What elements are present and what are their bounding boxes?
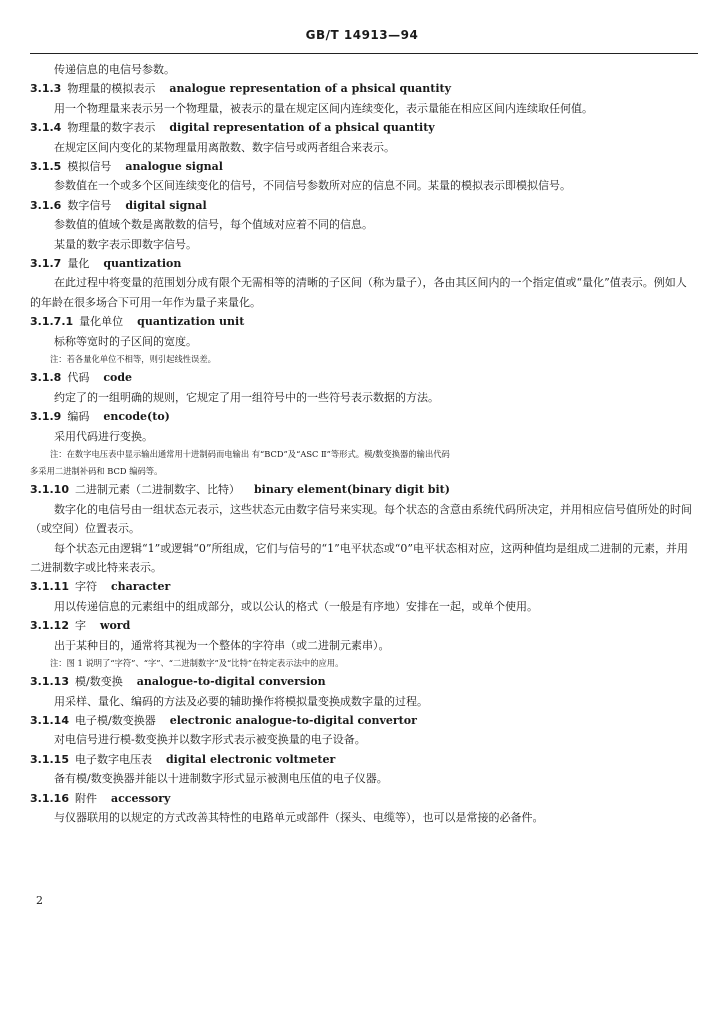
section-number: 3.1.4 <box>30 121 62 135</box>
document-body <box>30 60 695 827</box>
term-chinese: 电子模/数变换器 <box>74 714 156 727</box>
note-text: 注：若各量化单位不相等，则引起线性误差。 <box>50 354 216 365</box>
definition-text: 每个状态元由逻辑“1”或逻辑“0”所组成，它们与信号的“1”电平状态或“0”电平状态相对应，这两种值均是组成二进制的元素，并用二进制数字或比特来表示。 <box>30 541 688 574</box>
term-chinese: 代码 <box>67 371 90 385</box>
definition-text: 在此过程中将变量的范围划分成有限个无需相等的清晰的子区间（称为量子），各由其区间内的一个指定值或“量化”值表示。例如人的年龄在很多场合下可用一年作为量子来量化。 <box>30 276 687 309</box>
term-english: quantization unit <box>137 315 245 329</box>
definition-text: 在规定区间内变化的某物理量用离散数、数字信号或两者组合来表示。 <box>54 140 395 154</box>
section-number: 3.1.7 <box>30 257 62 271</box>
term-chinese: 字符 <box>74 580 97 594</box>
definition-text: 约定了的一组明确的规则，它规定了用一组符号中的一些符号表示数据的方法。 <box>54 390 439 404</box>
note-text-continued: 多采用二进制补码和 BCD 编码等。 <box>30 466 163 477</box>
term-english: digital signal <box>125 198 207 212</box>
section-heading-3-1-13 <box>30 672 695 691</box>
section-heading-3-1-15 <box>30 750 695 769</box>
section-heading-3-1-8 <box>30 368 695 387</box>
section-heading-3-1-5 <box>30 157 695 176</box>
section-number: 3.1.3 <box>30 82 62 96</box>
term-chinese: 电子数字电压表 <box>74 752 152 766</box>
term-english: binary element(binary digit bit) <box>253 483 450 497</box>
term-chinese: 数字信号 <box>67 198 112 212</box>
section-number: 3.1.6 <box>30 198 62 212</box>
section-number: 3.1.7.1 <box>30 315 74 329</box>
section-heading-3-1-6 <box>30 196 695 215</box>
term-chinese: 物理量的数字表示 <box>67 121 156 135</box>
definition-text: 备有模/数变换器并能以十进制数字形式显示被测电压值的电子仪器。 <box>54 772 388 786</box>
section-number: 3.1.11 <box>30 580 69 594</box>
term-english: quantization <box>103 257 182 271</box>
term-chinese: 模/数变换 <box>74 675 123 689</box>
section-number: 3.1.8 <box>30 371 62 385</box>
standard-header: GB/T 14913—94 <box>305 28 419 42</box>
section-number: 3.1.15 <box>30 752 69 766</box>
definition-text: 与仪器联用的以规定的方式改善其特性的电路单元或部件（探头、电缆等），也可以是常接的必备件。 <box>54 811 544 825</box>
definition-text: 标称等宽时的子区间的宽度。 <box>54 334 197 348</box>
term-chinese: 物理量的模拟表示 <box>67 82 156 96</box>
section-heading-3-1-4 <box>30 118 695 137</box>
term-chinese: 字 <box>74 619 86 633</box>
paragraph-continuation: 传递信息的电信号参数。 <box>54 63 175 76</box>
header-rule <box>30 53 698 54</box>
section-number: 3.1.5 <box>30 160 62 174</box>
section-heading-3-1-16 <box>30 789 695 808</box>
term-english: analogue signal <box>125 160 223 174</box>
definition-text: 用采样、量化、编码的方法及必要的辅助操作将模拟量变换成数字量的过程。 <box>54 694 428 708</box>
section-number: 3.1.13 <box>30 675 69 689</box>
section-heading-3-1-9 <box>30 407 695 426</box>
section-number: 3.1.14 <box>30 714 69 727</box>
section-number: 3.1.16 <box>30 791 69 805</box>
note-text: 注：在数字电压表中显示输出通常用十进制码而电输出 有“BCD”及“ASC Ⅱ”等形式。模/数变换器的输出代码 <box>50 448 450 459</box>
definition-text: 用一个物理量来表示另一个物理量，被表示的量在规定区间内连续变化，表示量能在相应区间内连续取任何值。 <box>54 101 593 115</box>
section-number: 3.1.9 <box>30 410 62 424</box>
page-number: 2 <box>36 894 43 907</box>
term-english: accessory <box>110 791 171 805</box>
term-chinese: 量化单位 <box>79 315 124 329</box>
definition-text: 参数值在一个或多个区间连续变化的信号，不同信号参数所对应的信息不同。某量的模拟表示即模拟信号。 <box>54 179 571 193</box>
term-english: digital electronic voltmeter <box>165 752 336 766</box>
term-chinese: 编码 <box>67 410 90 424</box>
term-english: code <box>103 371 133 385</box>
section-heading-3-1-7 <box>30 254 695 273</box>
section-heading-3-1-12 <box>30 616 695 635</box>
term-english: word <box>99 619 131 633</box>
definition-text: 数字化的电信号由一组状态元表示，这些状态元由数字信号来实现。每个状态的含意由系统代码所决定，并用相应信号值所处的时间（或空间）位置表示。 <box>30 502 692 536</box>
definition-text: 对电信号进行模-数变换并以数字形式表示被变换量的电子设备。 <box>54 733 366 747</box>
term-chinese: 二进制元素（二进制数字、比特） <box>74 483 240 497</box>
section-heading-3-1-11 <box>30 577 695 596</box>
term-chinese: 量化 <box>67 257 90 271</box>
section-number: 3.1.12 <box>30 619 69 633</box>
note-text: 注：图 1 说明了“字符”、“字”、“二进制数字”及“比特”在特定表示法中的应用。 <box>50 657 344 668</box>
section-heading-3-1-7-1 <box>30 312 695 331</box>
term-english: analogue representation of a phsical quantity <box>169 82 452 96</box>
term-english: electronic analogue-to-digital convertor <box>169 714 417 727</box>
term-english: analogue-to-digital conversion <box>136 675 326 689</box>
section-heading-3-1-3 <box>30 79 695 98</box>
section-heading-3-1-10 <box>30 480 695 499</box>
definition-text: 用以传递信息的元素组中的组成部分，或以公认的格式（一般是有序地）安排在一起，或单个使用。 <box>54 599 538 613</box>
definition-text: 出于某种目的，通常将其视为一个整体的字符串（或二进制元素串）。 <box>54 638 390 652</box>
section-heading-3-1-14 <box>30 711 695 730</box>
term-english: encode(to) <box>103 410 170 424</box>
definition-text: 参数值的值域个数是离散数的信号，每个值域对应着不同的信息。 <box>54 218 373 232</box>
section-number: 3.1.10 <box>30 483 69 497</box>
term-chinese: 模拟信号 <box>67 160 112 174</box>
definition-text: 采用代码进行变换。 <box>54 429 153 443</box>
definition-text: 某量的数字表示即数字信号。 <box>54 237 197 251</box>
term-english: digital representation of a phsical quantity <box>169 121 435 135</box>
term-chinese: 附件 <box>74 791 97 805</box>
term-english: character <box>110 580 171 594</box>
